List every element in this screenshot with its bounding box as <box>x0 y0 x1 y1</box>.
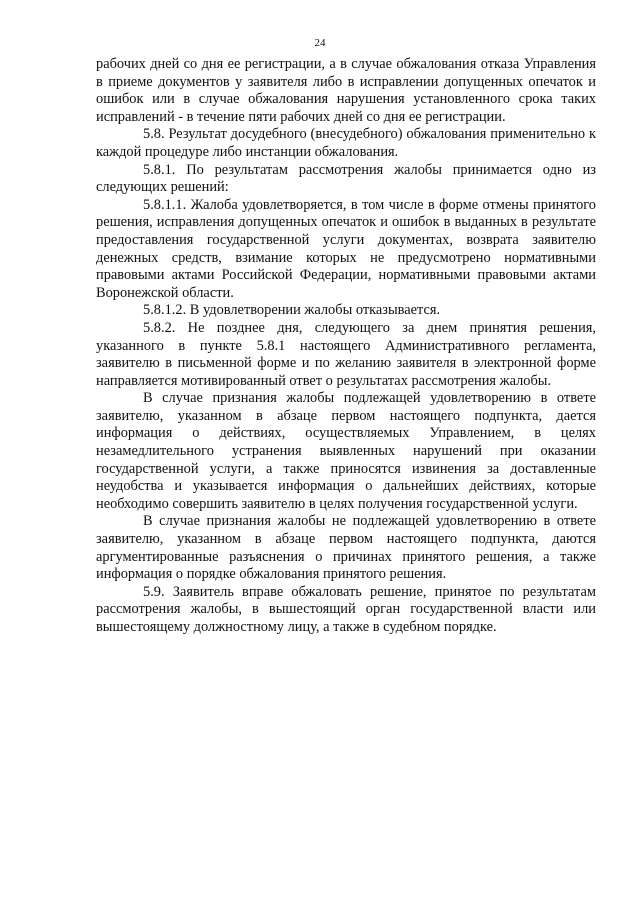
paragraph-5-8-2: 5.8.2. Не позднее дня, следующего за днем принятия решения, указанного в пункте 5.8.1 настоящего Административного регламента, заявителю в письменной форме и по желанию заявителя в электронной форме направляется мотивированный ответ о результатах рассмотрения жалобы. <box>96 319 596 389</box>
page-number: 24 <box>314 37 326 49</box>
paragraph-continuation: рабочих дней со дня ее регистрации, а в случае обжалования отказа Управления в приеме документов у заявителя либо в исправлении допущенных опечаток и ошибок или в случае обжалования нарушения установленного срока таких исправлений - в течение пяти рабочих дней со дня ее регистрации. <box>96 56 596 125</box>
paragraph-5-8-1: 5.8.1. По результатам рассмотрения жалобы принимается одно из следующих решений: <box>96 161 596 196</box>
paragraph-satisfied-case: В случае признания жалобы подлежащей удовлетворению в ответе заявителю, указанном в абзаце первом настоящего подпункта, дается информация о действиях, осуществляемых Управлением, в целях незамедлительного устранения выявленных нарушений при оказании государственной услуги, а также приносятся извинения за доставленные неудобства и указывается информация о дальнейших действиях, которые необходимо совершить заявителю в целях получения государственной услуги. <box>96 390 596 512</box>
paragraph-5-8: 5.8. Результат досудебного (внесудебного) обжалования применительно к каждой процедуре либо инстанции обжалования. <box>96 126 596 160</box>
paragraph-5-8-1-2: 5.8.1.2. В удовлетворении жалобы отказывается. <box>143 302 441 319</box>
paragraph-5-8-1-1: 5.8.1.1. Жалоба удовлетворяется, в том числе в форме отмены принятого решения, исправления допущенных опечаток и ошибок в выданных в результате предоставления государственной услуги документах, возврата заявителю денежных средств, взимание которых не предусмотрено нормативными правовыми актами Российской Федерации, нормативными правовыми актами Воронежской области. <box>96 196 596 301</box>
paragraph-rejected-case: В случае признания жалобы не подлежащей удовлетворению в ответе заявителю, указанном в абзаце первом настоящего подпункта, даются аргументированные разъяснения о причинах принятого решения, а также информация о порядке обжалования принятого решения. <box>96 513 596 583</box>
document-body <box>96 56 596 637</box>
paragraph-5-9: 5.9. Заявитель вправе обжаловать решение, принятое по результатам рассмотрения жалобы, в вышестоящий орган государственной власти или вышестоящему должностному лицу, а также в судебном порядке. <box>96 583 596 635</box>
